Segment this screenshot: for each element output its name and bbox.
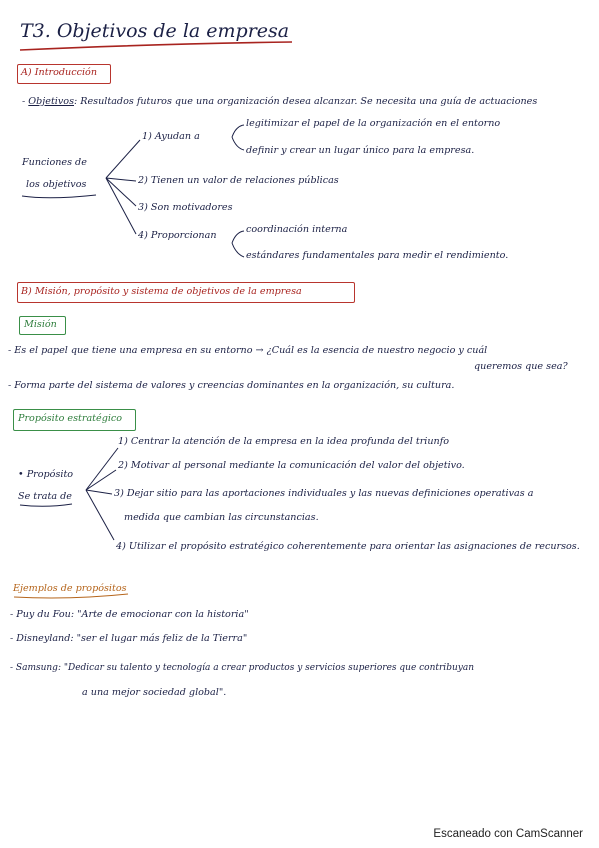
section-b-heading: B) Misión, propósito y sistema de objetivos de la empresa bbox=[21, 286, 302, 297]
ejemplo-3b: a una mejor sociedad global". bbox=[82, 687, 227, 698]
proposito-item-3a: 3) Dejar sitio para las aportaciones individuales y las nuevas definiciones operativas a bbox=[114, 488, 534, 499]
funcion-item-4: 4) Proporcionan bbox=[138, 230, 217, 241]
funcion-item-2: 2) Tienen un valor de relaciones públicas bbox=[138, 175, 339, 186]
mision-label: Misión bbox=[24, 319, 57, 330]
funcion-item-3: 3) Son motivadores bbox=[138, 202, 233, 213]
objetivos-label: Objetivos bbox=[28, 96, 74, 107]
funciones-label-2: los objetivos bbox=[26, 179, 87, 190]
proposito-item-4: 4) Utilizar el propósito estratégico coherentemente para orientar las asignaciones de recursos. bbox=[116, 541, 580, 552]
mision-line-1b: queremos que sea? bbox=[474, 361, 568, 372]
mision-line-1: - Es el papel que tiene una empresa en su entorno → ¿Cuál es la esencia de nuestro negocio y cuál bbox=[8, 345, 488, 356]
funcion-item-1b: definir y crear un lugar único para la empresa. bbox=[246, 145, 475, 156]
proposito-side-1: • Propósito bbox=[18, 469, 74, 480]
funcion-item-4a: coordinación interna bbox=[246, 224, 348, 235]
ejemplo-1: - Puy du Fou: "Arte de emocionar con la historia" bbox=[10, 609, 249, 620]
objetivos-line: - Objetivos: Resultados futuros que una organización desea alcanzar. Se necesita una guía de actuaciones bbox=[22, 96, 538, 107]
scanner-watermark: Escaneado con CamScanner bbox=[433, 828, 583, 840]
funcion-item-4b: estándares fundamentales para medir el rendimiento. bbox=[246, 250, 509, 261]
proposito-item-2: 2) Motivar al personal mediante la comunicación del valor del objetivo. bbox=[118, 460, 465, 471]
page-title: T3. Objetivos de la empresa bbox=[20, 20, 290, 42]
mision-line-2: - Forma parte del sistema de valores y creencias dominantes en la organización, su cultura. bbox=[8, 380, 455, 391]
ejemplos-heading: Ejemplos de propósitos bbox=[13, 583, 127, 594]
objetivos-text: : Resultados futuros que una organización desea alcanzar. Se necesita una guía de actuaciones bbox=[74, 96, 538, 107]
proposito-item-3b: medida que cambian las circunstancias. bbox=[124, 512, 319, 523]
funciones-label-1: Funciones de bbox=[22, 157, 87, 168]
proposito-item-1: 1) Centrar la atención de la empresa en la idea profunda del triunfo bbox=[118, 436, 450, 447]
ejemplo-2: - Disneyland: "ser el lugar más feliz de la Tierra" bbox=[10, 633, 248, 644]
section-a-heading: A) Introducción bbox=[21, 67, 97, 78]
funcion-item-1a: legitimizar el papel de la organización en el entorno bbox=[246, 118, 501, 129]
proposito-label: Propósito estratégico bbox=[18, 413, 123, 424]
ejemplo-3a: - Samsung: "Dedicar su talento y tecnología a crear productos y servicios superiores que contribuyan bbox=[10, 663, 474, 673]
proposito-side-2: Se trata de bbox=[18, 491, 72, 502]
funcion-item-1: 1) Ayudan a bbox=[142, 131, 200, 142]
